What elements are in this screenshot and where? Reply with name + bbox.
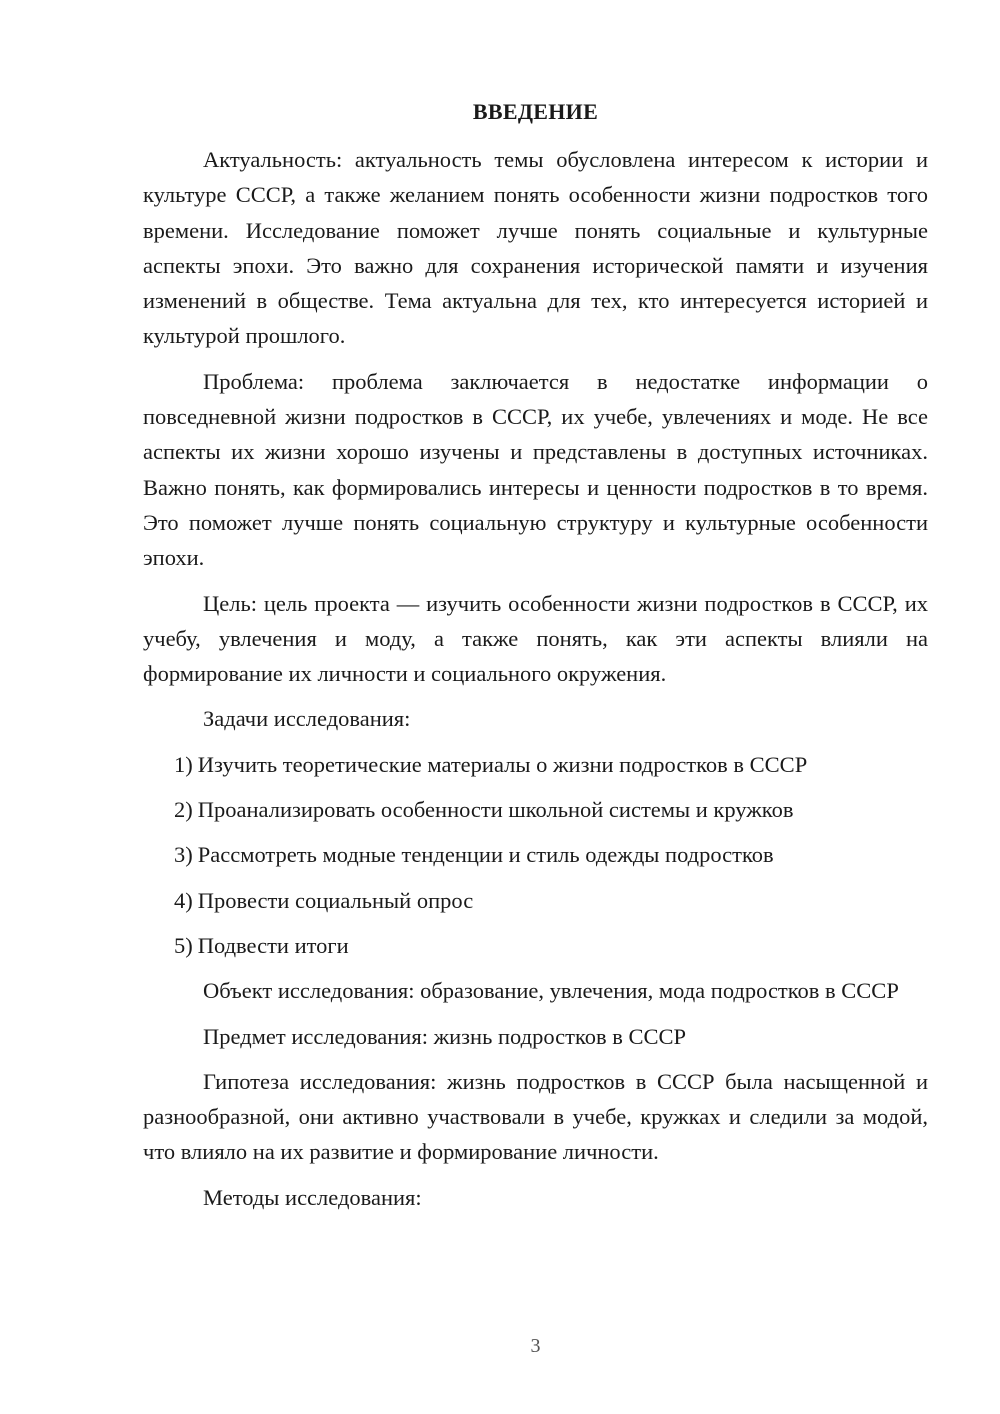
list-item: [143, 928, 928, 963]
tasks-list: [143, 747, 928, 963]
page-title: ВВЕДЕНИЕ: [472, 99, 599, 124]
page-number: 3: [530, 1335, 541, 1357]
list-item-text: Рассмотреть модные тенденции и стиль одежды подростков: [197, 842, 774, 868]
tasks-heading: Задачи исследования:: [203, 706, 411, 732]
object-paragraph: Объект исследования: образование, увлечения, мода подростков в СССР: [203, 978, 899, 1004]
hypothesis-paragraph: Гипотеза исследования: жизнь подростков в СССР была насыщенной и разнообразной, они активно участвовали в учебе, кружках и следили за модой, что влияло на их развитие и формирование личности.: [143, 1068, 928, 1165]
list-item: [143, 837, 928, 872]
subject-paragraph: Предмет исследования: жизнь подростков в СССР: [203, 1023, 687, 1049]
list-item: [143, 792, 928, 827]
document-body: [143, 142, 928, 1225]
relevance-paragraph: Актуальность: актуальность темы обусловлена интересом к истории и культуре СССР, а также желанием понять особенности жизни подростков того времени. Исследование поможет лучше понять социальные и культурные аспекты эпохи. Это важно для сохранения исторической памяти и изучения изменений в обществе. Тема актуальна для тех, кто интересуется историей и культурой прошлого.: [143, 147, 928, 349]
list-item: [143, 883, 928, 918]
goal-paragraph: Цель: цель проекта — изучить особенности жизни подростков в СССР, их учебу, увлечения и моду, а также понять, как эти аспекты влияли на формирование их личности и социального окружения.: [143, 590, 928, 687]
methods-heading: Методы исследования:: [203, 1184, 422, 1210]
list-item-text: Изучить теоретические материалы о жизни подростков в СССР: [197, 751, 808, 777]
problem-paragraph: Проблема: проблема заключается в недостатке информации о повседневной жизни подростков в СССР, их учебе, увлечениях и моде. Не все аспекты их жизни хорошо изучены и представлены в доступных источниках. Важно понять, как формировались интересы и ценности подростков в то время. Это поможет лучше понять социальную структуру и культурные особенности эпохи.: [143, 368, 928, 571]
list-item-number: 1): [174, 751, 193, 777]
list-item-text: Провести социальный опрос: [197, 887, 474, 913]
list-item: [143, 747, 928, 782]
list-item-text: Проанализировать особенности школьной системы и кружков: [197, 797, 794, 823]
list-item-number: 4): [174, 887, 193, 913]
list-item-number: 3): [174, 842, 193, 868]
list-item-number: 2): [174, 797, 193, 823]
document-page: [143, 0, 928, 1414]
list-item-text: Подвести итоги: [197, 932, 349, 958]
list-item-number: 5): [174, 932, 193, 958]
